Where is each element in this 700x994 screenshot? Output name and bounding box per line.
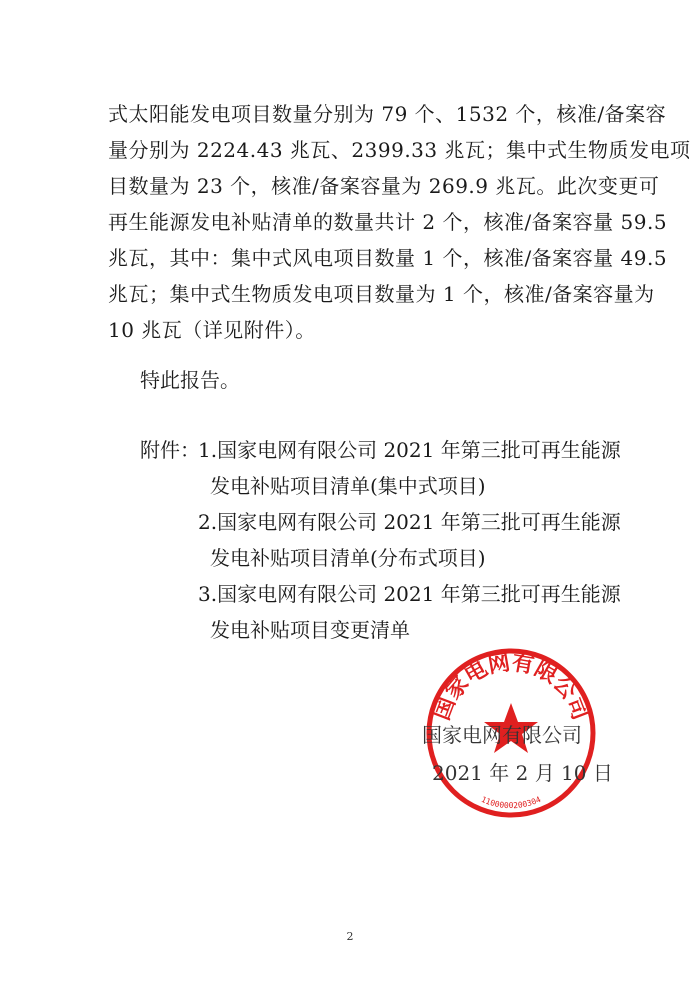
attachment-item-1-line1: 1.国家电网有限公司 2021 年第三批可再生能源 xyxy=(198,438,621,462)
seal-text: 国家电网有限公司 xyxy=(429,650,593,724)
body-line: 10 兆瓦（详见附件）。 xyxy=(108,318,316,342)
attachment-item-1-line2: 发电补贴项目清单(集中式项目) xyxy=(210,474,486,498)
body-paragraph xyxy=(108,96,691,348)
body-line: 式太阳能发电项目数量分别为 79 个、1532 个，核准/备案容 xyxy=(108,102,667,126)
attachment-item-3-line2: 发电补贴项目变更清单 xyxy=(210,618,410,642)
attachment-item-2-line1: 2.国家电网有限公司 2021 年第三批可再生能源 xyxy=(198,510,621,534)
body-line: 兆瓦；集中式生物质发电项目数量为 1 个，核准/备案容量为 xyxy=(108,282,655,306)
closing-statement: 特此报告。 xyxy=(140,368,240,392)
signature-organization: 国家电网有限公司 xyxy=(422,723,582,747)
seal-number: 1100000200304 xyxy=(479,794,543,811)
page-number: 2 xyxy=(346,930,354,943)
attachments-label: 附件： xyxy=(140,438,200,462)
signature-date: 2021 年 2 月 10 日 xyxy=(432,761,613,785)
body-line: 目数量为 23 个，核准/备案容量为 269.9 兆瓦。此次变更可 xyxy=(108,174,660,198)
body-line: 兆瓦，其中：集中式风电项目数量 1 个，核准/备案容量 49.5 xyxy=(108,246,668,270)
attachment-item-3-line1: 3.国家电网有限公司 2021 年第三批可再生能源 xyxy=(198,582,621,606)
body-line: 再生能源发电补贴清单的数量共计 2 个，核准/备案容量 59.5 xyxy=(108,210,668,234)
attachment-item-2-line2: 发电补贴项目清单(分布式项目) xyxy=(210,546,486,570)
body-line: 量分别为 2224.43 兆瓦、2399.33 兆瓦；集中式生物质发电项 xyxy=(108,138,691,162)
